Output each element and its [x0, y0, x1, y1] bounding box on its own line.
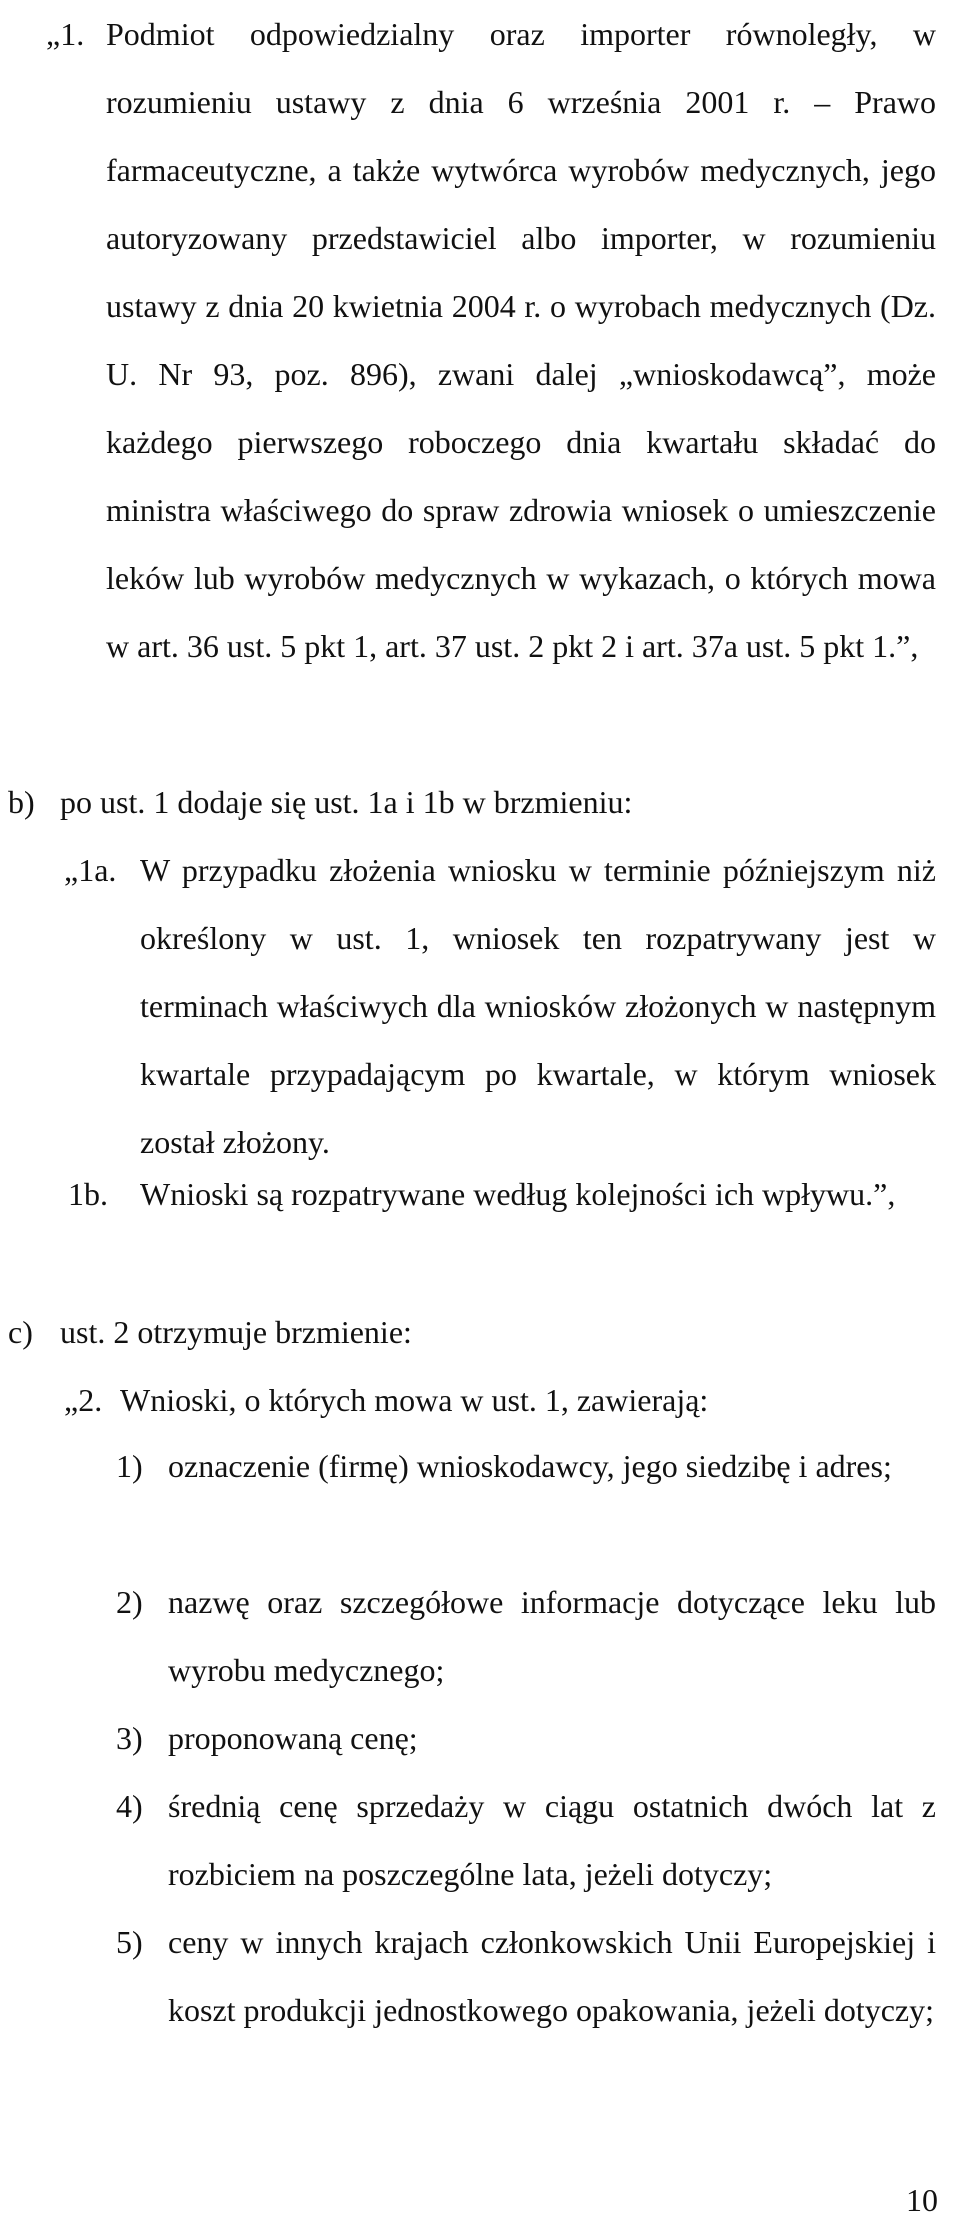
list-point-2-text: nazwę oraz szczegółowe informacje dotyczące leku lub wyrobu medycznego;: [168, 1584, 936, 1688]
list-point-3-text: proponowaną cenę;: [168, 1720, 418, 1756]
list-point-5-marker: 5): [116, 1924, 143, 1960]
point-b-marker: b): [8, 784, 35, 820]
paragraph-1a: [64, 836, 936, 1176]
paragraph-2: [64, 1366, 936, 1434]
list-point-1: [116, 1432, 936, 1500]
paragraph-1-marker: „1.: [46, 16, 85, 52]
paragraph-1-text: Podmiot odpowiedzialny oraz importer równoległy, w rozumieniu ustawy z dnia 6 września 2001 r. – Prawo farmaceutyczne, a także wytwórca wyrobów medycznych, jego autoryzowany przedstawiciel albo importer, w rozumieniu ustawy z dnia 20 kwietnia 2004 r. o wyrobach medycznych (Dz. U. Nr 93, poz. 896), zwani dalej „wnioskodawcą”, może każdego pierwszego roboczego dnia kwartału składać do ministra właściwego do spraw zdrowia wniosek o umieszczenie leków lub wyrobów medycznych w wykazach, o których mowa w art. 36 ust. 5 pkt 1, art. 37 ust. 2 pkt 2 i art. 37a ust. 5 pkt 1.”,: [106, 16, 936, 664]
point-c-marker: c): [8, 1314, 33, 1350]
paragraph-1b-text: Wnioski są rozpatrywane według kolejności ich wpływu.”,: [140, 1176, 896, 1212]
list-point-4-marker: 4): [116, 1788, 143, 1824]
paragraph-1: [46, 0, 936, 680]
list-point-3-marker: 3): [116, 1720, 143, 1756]
list-point-4-text: średnią cenę sprzedaży w ciągu ostatnich dwóch lat z rozbiciem na poszczególne lata, jeżeli dotyczy;: [168, 1788, 936, 1892]
list-point-1-marker: 1): [116, 1448, 143, 1484]
point-c-text: ust. 2 otrzymuje brzmienie:: [60, 1314, 412, 1350]
list-point-2-marker: 2): [116, 1584, 143, 1620]
paragraph-2-text: Wnioski, o których mowa w ust. 1, zawierają:: [120, 1382, 709, 1418]
paragraph-1a-marker: „1a.: [64, 852, 117, 888]
list-point-5: [116, 1908, 936, 2044]
list-point-2: [116, 1568, 936, 1704]
list-point-1-text: oznaczenie (firmę) wnioskodawcy, jego siedzibę i adres;: [168, 1448, 892, 1484]
paragraph-1a-text: W przypadku złożenia wniosku w terminie późniejszym niż określony w ust. 1, wniosek ten rozpatrywany jest w terminach właściwych dla wniosków złożonych w następnym kwartale przypadającym po kwartale, w którym wniosek został złożony.: [140, 852, 936, 1160]
paragraph-1b-marker: 1b.: [68, 1176, 108, 1212]
list-point-5-text: ceny w innych krajach członkowskich Unii Europejskiej i koszt produkcji jednostkowego opakowania, jeżeli dotyczy;: [168, 1924, 936, 2028]
paragraph-2-marker: „2.: [64, 1382, 103, 1418]
point-c: [8, 1298, 936, 1366]
list-point-4: [116, 1772, 936, 1908]
list-point-3: [116, 1704, 936, 1772]
page-number: 10: [906, 2182, 938, 2218]
point-b: [8, 768, 936, 836]
paragraph-1b: [68, 1160, 936, 1228]
point-b-text: po ust. 1 dodaje się ust. 1a i 1b w brzmieniu:: [60, 784, 633, 820]
